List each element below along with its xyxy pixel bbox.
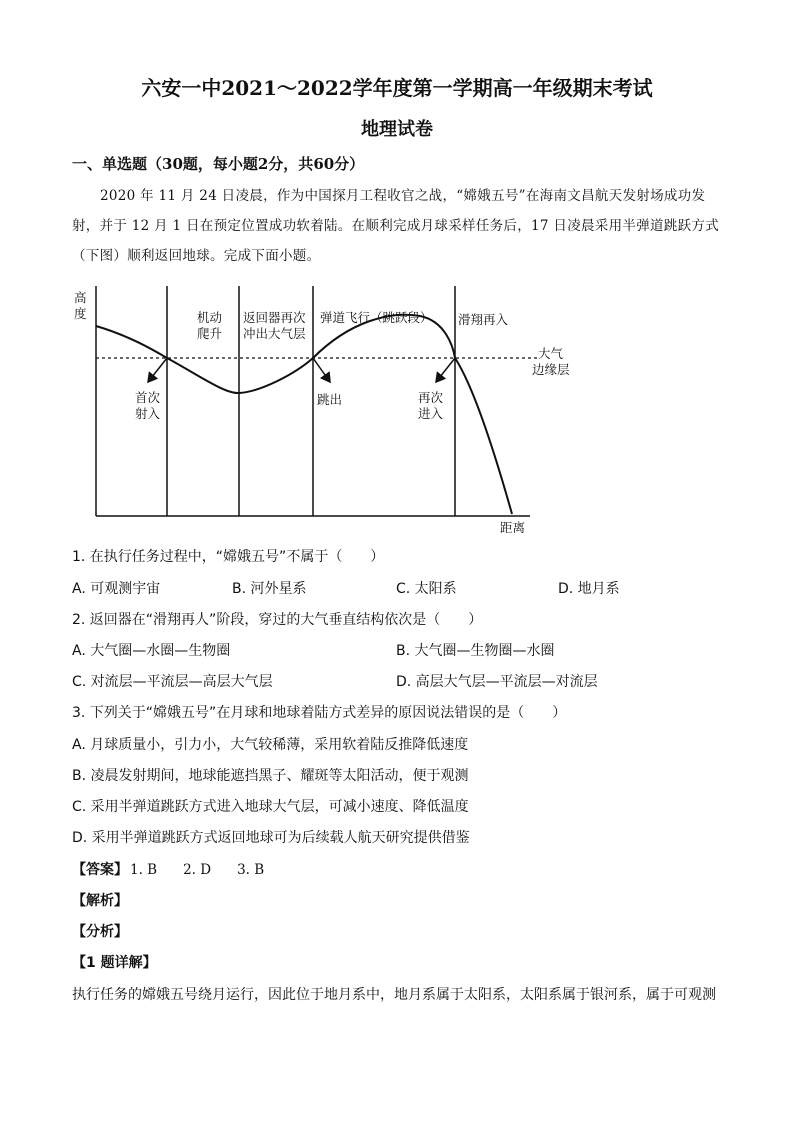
detail-1-text: 执行任务的嫦娥五号绕月运行，因此位于地月系中，地月系属于太阳系，太阳系属于银河系，属于可观测 bbox=[72, 987, 716, 1003]
phase4-label: 滑翔再入 bbox=[458, 312, 509, 327]
q3-option-a: A. 月球质量小，引力小，大气较稀薄，采用软着陆反推降低速度 bbox=[72, 737, 469, 753]
boundary-label-line2: 边缘层 bbox=[532, 362, 570, 377]
section-heading: 一、单选题（30题，每小题2分，共60分） bbox=[72, 155, 365, 173]
answer-label: 【答案】 bbox=[72, 862, 128, 878]
analysis-label: 【解析】 bbox=[72, 893, 128, 909]
phase1-label-line2: 爬升 bbox=[197, 326, 223, 341]
boundary-label-line1: 大气 bbox=[538, 346, 564, 361]
q2-option-c: C. 对流层—平流层—高层大气层 bbox=[72, 674, 273, 690]
arrow2-label: 跳出 bbox=[317, 392, 343, 407]
detail-1-label: 【1 题详解】 bbox=[72, 955, 157, 971]
q2-option-b: B. 大气圈—生物圈—水圈 bbox=[396, 643, 555, 659]
skip-out-arrow bbox=[313, 358, 330, 382]
ylabel-2: 度 bbox=[74, 306, 87, 321]
q1-option-c: C. 太阳系 bbox=[396, 581, 457, 597]
q1-option-d: D. 地月系 bbox=[558, 581, 620, 597]
q1-option-b: B. 河外星系 bbox=[232, 581, 307, 597]
question-3-stem: 3. 下列关于“嫦娥五号”在月球和地球着陆方式差异的原因说法错误的是（ ） bbox=[72, 705, 567, 721]
q2-option-d: D. 高层大气层—平流层—对流层 bbox=[396, 674, 598, 690]
q2-option-a: A. 大气圈—水圈—生物圈 bbox=[72, 643, 231, 659]
arrow1-label-line1: 首次 bbox=[135, 390, 161, 405]
answer-3: 3. B bbox=[237, 862, 265, 878]
q3-option-b: B. 凌晨发射期间，地球能遮挡黑子、耀斑等太阳活动，便于观测 bbox=[72, 768, 469, 784]
exam-subtitle: 地理试卷 bbox=[361, 119, 433, 140]
ylabel-1: 高 bbox=[74, 290, 87, 305]
arrow3-label-line1: 再次 bbox=[418, 390, 444, 405]
question-1-stem: 1. 在执行任务过程中，“嫦娥五号”不属于（ ） bbox=[72, 549, 385, 565]
xlabel: 距离 bbox=[500, 520, 526, 535]
phase2-label-line1: 返回器再次 bbox=[243, 310, 306, 325]
phase3-label: 弹道飞行（跳跃段） bbox=[320, 310, 433, 325]
answer-2: 2. D bbox=[183, 862, 212, 878]
exam-title: 六安一中2021～2022学年度第一学期高一年级期末考试 bbox=[141, 76, 653, 100]
reentry-trajectory-diagram bbox=[60, 276, 580, 538]
intro-line-3: （下图）顺利返回地球。完成下面小题。 bbox=[72, 248, 321, 264]
q3-option-d: D. 采用半弹道跳跃方式返回地球可为后续载人航天研究提供借鉴 bbox=[72, 830, 470, 846]
answer-1: 1. B bbox=[130, 862, 158, 878]
fenxi-label: 【分析】 bbox=[72, 924, 128, 940]
first-entry-arrow bbox=[148, 358, 167, 382]
question-2-stem: 2. 返回器在“滑翔再人”阶段，穿过的大气垂直结构依次是（ ） bbox=[72, 612, 483, 628]
intro-line-2: 射，并于 12 月 1 日在预定位置成功软着陆。在顺利完成月球采样任务后，17 日凌晨采用半弹道跳跃方式 bbox=[72, 218, 719, 234]
q3-option-c: C. 采用半弹道跳跃方式进入地球大气层，可减小速度、降低温度 bbox=[72, 799, 469, 815]
intro-line-1: 2020 年 11 月 24 日凌晨，作为中国探月工程收官之战，“嫦娥五号”在海南文昌航天发射场成功发 bbox=[100, 188, 706, 204]
arrow3-label-line2: 进入 bbox=[418, 406, 444, 421]
arrow1-label-line2: 射入 bbox=[135, 406, 161, 421]
q1-option-a: A. 可观测宇宙 bbox=[72, 581, 161, 597]
phase1-label-line1: 机动 bbox=[197, 310, 223, 325]
re-entry-arrow bbox=[436, 358, 455, 382]
phase2-label-line2: 冲出大气层 bbox=[243, 326, 306, 341]
answer-line bbox=[72, 859, 264, 879]
